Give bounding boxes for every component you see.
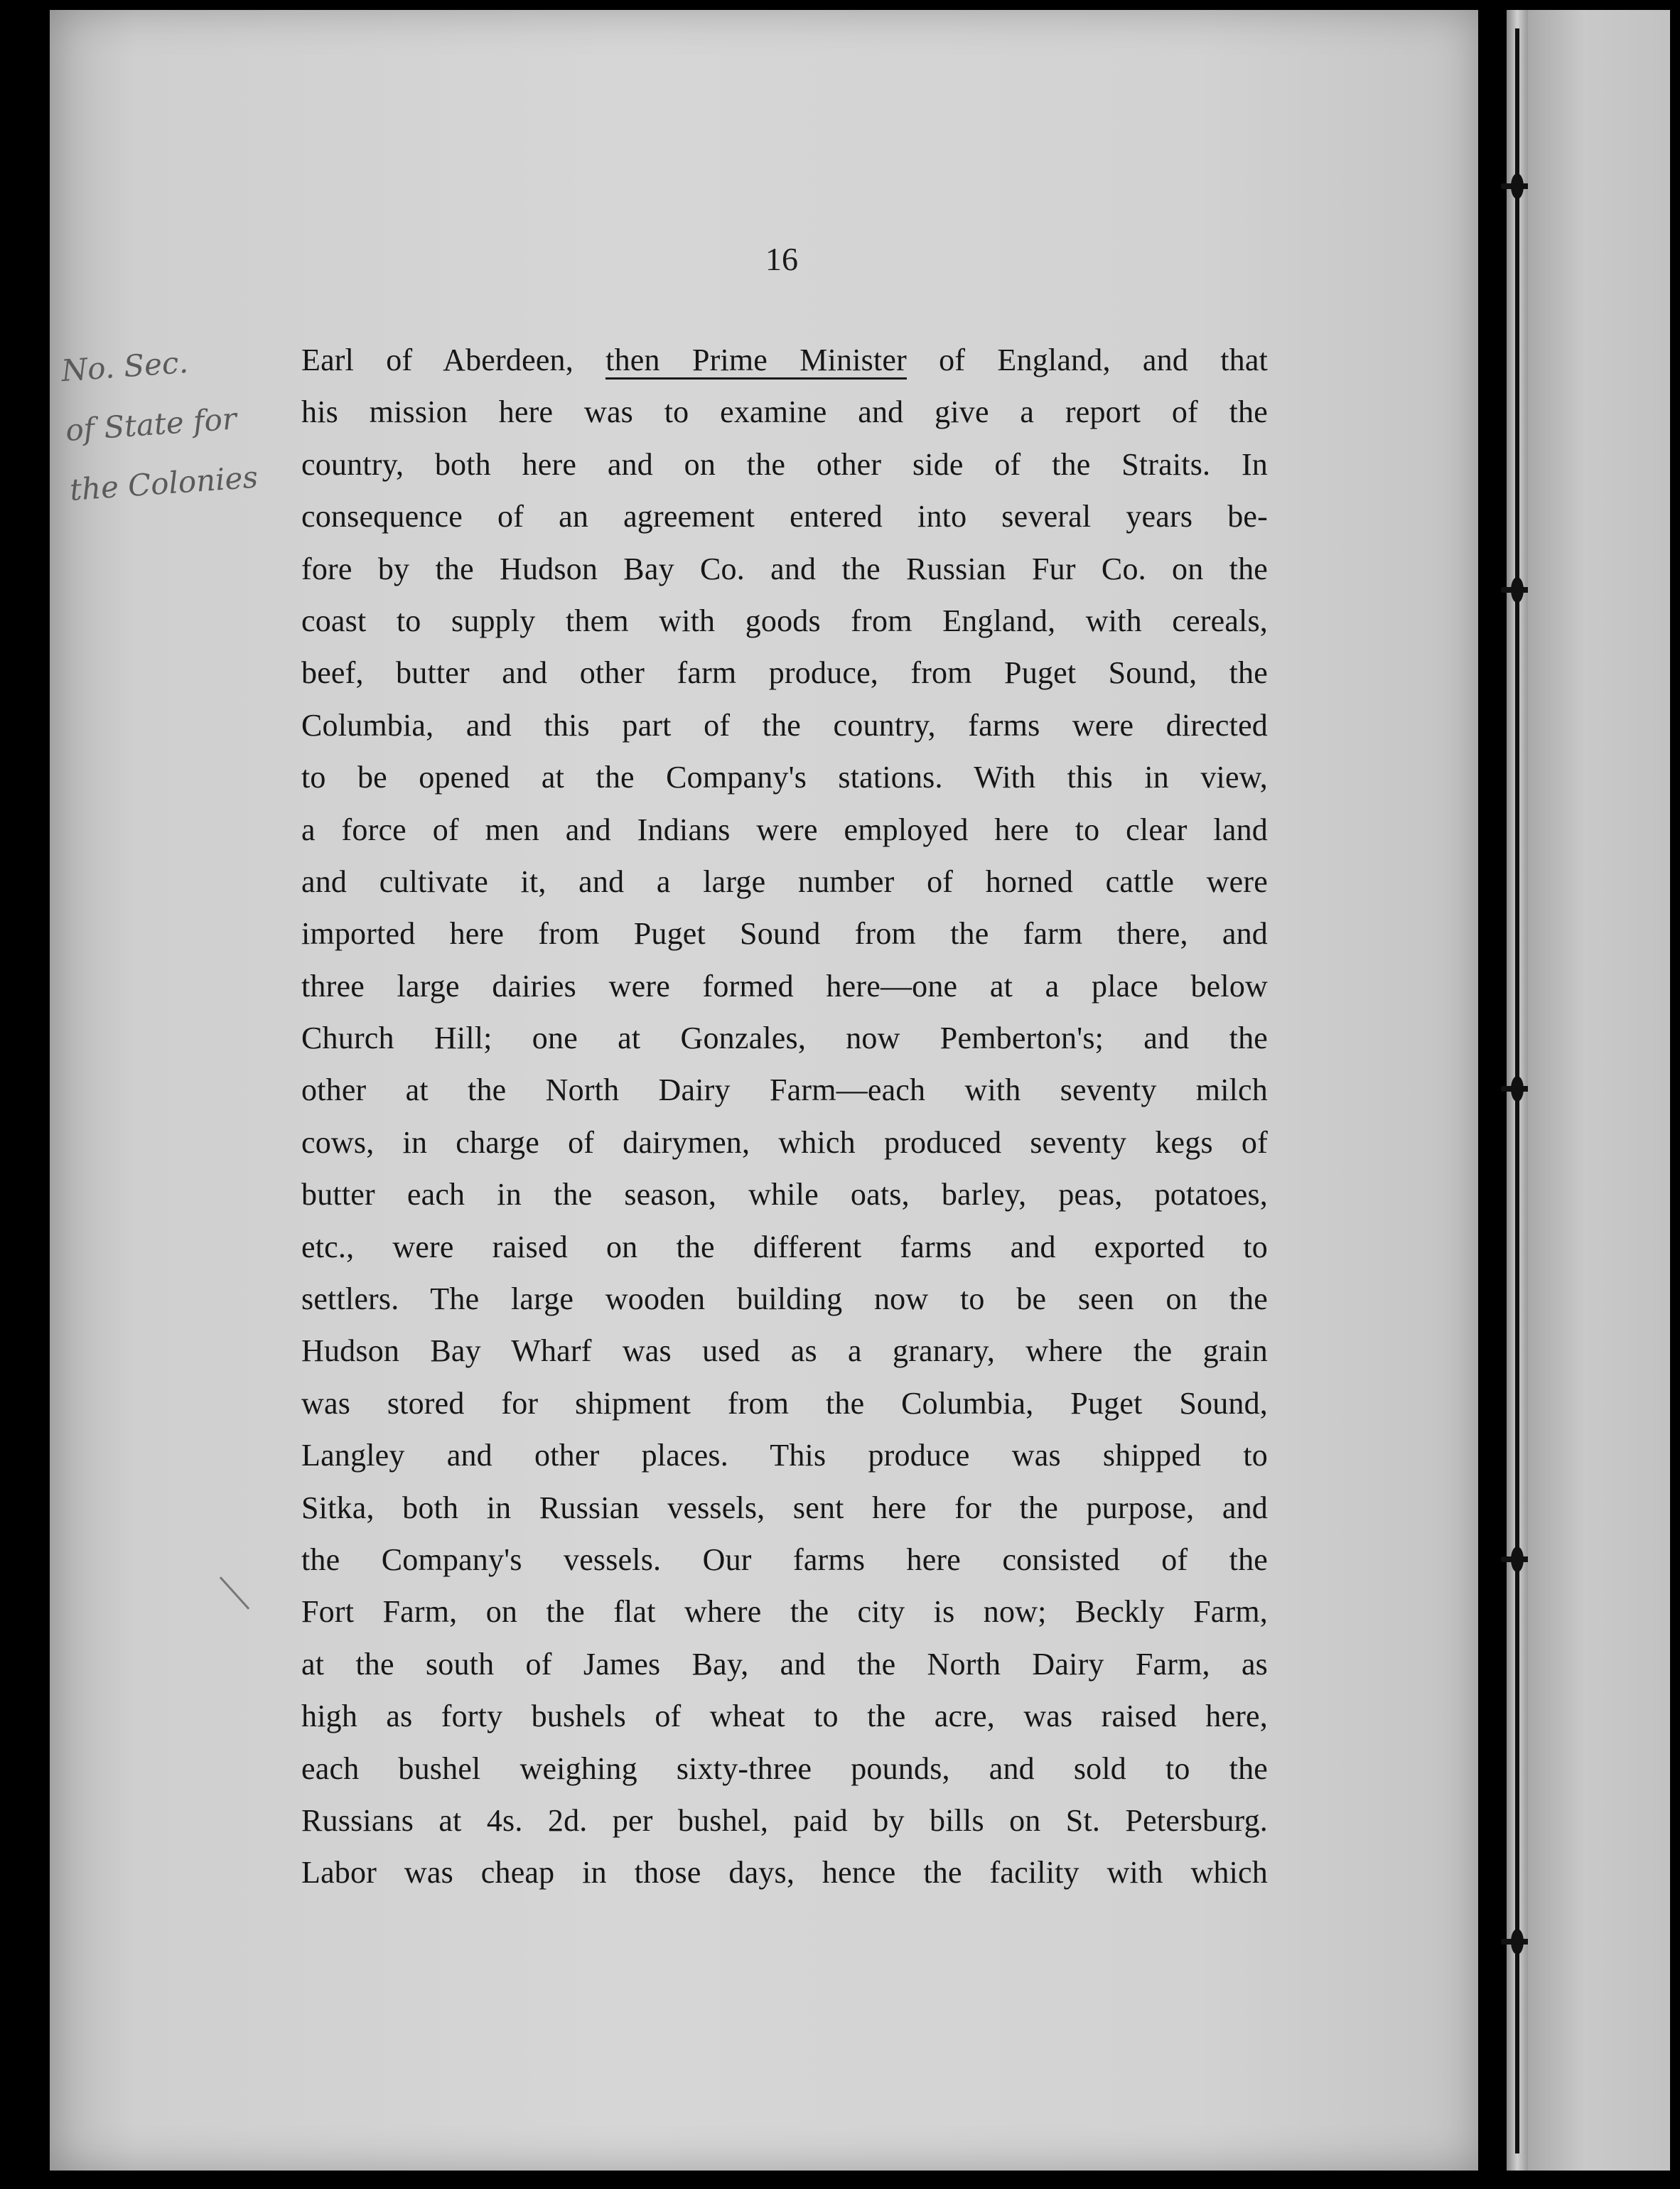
text-segment: of England, and that — [906, 343, 1268, 377]
text-line: fore by the Hudson Bay Co. and the Russian Fur Co. on the — [301, 551, 1268, 586]
text-line: cows, in charge of dairymen, which produced seventy kegs of — [301, 1124, 1268, 1160]
text-line: coast to supply them with goods from England, with cereals, — [301, 603, 1268, 638]
text-line: and cultivate it, and a large number of horned cattle were — [301, 864, 1268, 899]
text-line: three large dairies were formed here—one at a place below — [301, 968, 1268, 1004]
text-line: to be opened at the Company's stations. With this in view, — [301, 760, 1268, 795]
text-line: settlers. The large wooden building now to be seen on the — [301, 1281, 1268, 1317]
text-line: the Company's vessels. Our farms here consisted of the — [301, 1542, 1268, 1577]
text-line: Fort Farm, on the flat where the city is now; Beckly Farm, — [301, 1594, 1268, 1630]
text-line: high as forty bushels of wheat to the acre, was raised here, — [301, 1699, 1268, 1734]
underlined-phrase: then Prime Minister — [605, 343, 907, 380]
text-line: his mission here was to examine and give a report of the — [301, 394, 1268, 430]
text-line: etc., were raised on the different farms and exported to — [301, 1229, 1268, 1264]
text-segment: Earl of Aberdeen, — [301, 343, 606, 377]
body-text — [301, 334, 1268, 1899]
margin-note-line: of State for — [64, 401, 238, 448]
text-line: Langley and other places. This produce was shipped to — [301, 1438, 1268, 1473]
text-line: each bushel weighing sixty-three pounds, and sold to the — [301, 1750, 1268, 1786]
text-line-1 — [301, 334, 1268, 386]
page-number: 16 — [765, 241, 798, 277]
text-line: Columbia, and this part of the country, farms were directed — [301, 707, 1268, 743]
text-line: Labor was cheap in those days, hence the facility with which — [301, 1855, 1268, 1890]
facing-page-edge — [1528, 10, 1670, 2171]
text-line: a force of men and Indians were employed here to clear land — [301, 812, 1268, 847]
text-line: consequence of an agreement entered into several years be- — [301, 499, 1268, 534]
text-line: Hudson Bay Wharf was used as a granary, where the grain — [301, 1333, 1268, 1369]
text-line: Sitka, both in Russian vessels, sent here for the purpose, and — [301, 1490, 1268, 1525]
text-line: Russians at 4s. 2d. per bushel, paid by bills on St. Petersburg. — [301, 1802, 1268, 1838]
text-line: at the south of James Bay, and the North Dairy Farm, as — [301, 1646, 1268, 1682]
text-line: beef, butter and other farm produce, from Puget Sound, the — [301, 655, 1268, 691]
margin-note-line: the Colonies — [68, 459, 259, 507]
text-line: other at the North Dairy Farm—each with seventy milch — [301, 1072, 1268, 1108]
text-line: Church Hill; one at Gonzales, now Pemberton's; and the — [301, 1021, 1268, 1056]
text-line: imported here from Puget Sound from the farm there, and — [301, 916, 1268, 952]
text-line: butter each in the season, while oats, barley, peas, potatoes, — [301, 1177, 1268, 1212]
handwritten-margin-note — [60, 327, 278, 520]
margin-note-line: No. Sec. — [60, 344, 190, 389]
text-line: was stored for shipment from the Columbia, Puget Sound, — [301, 1385, 1268, 1421]
text-line: country, both here and on the other side of the Straits. In — [301, 446, 1268, 482]
